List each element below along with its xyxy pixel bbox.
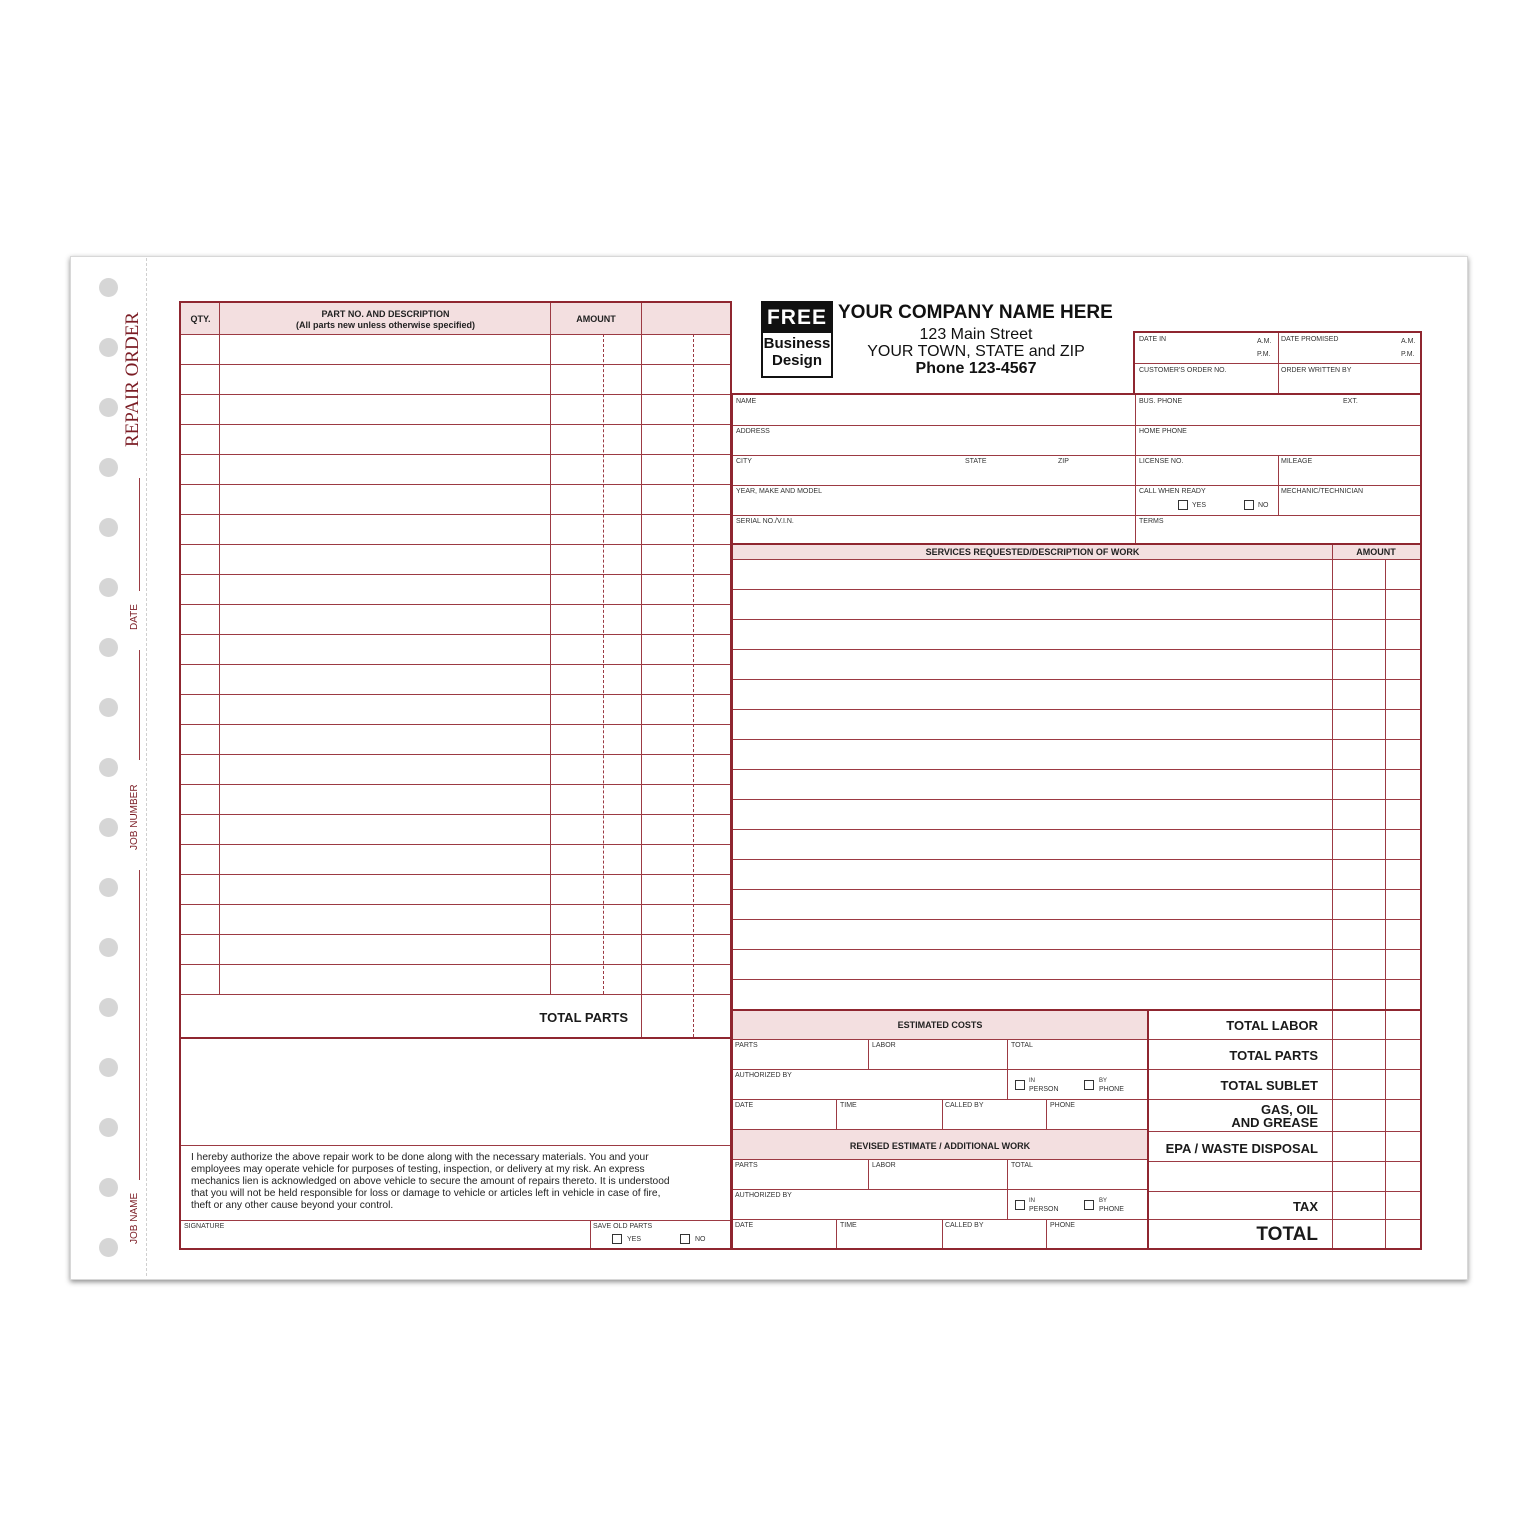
feed-hole [99,1238,118,1257]
parts-row-line [181,604,730,605]
authorization-box: I hereby authorize the above repair work to be done along with the necessary materials. You and your employees may operate vehicle for purposes of testing, inspection, or delivery at my risk. An express mechanics lien is acknowledged on above vehicle to secure the amount of repairs thereto. It is understood that you will not be held responsible for loss or damage to vehicle or articles left in vehicle in case of fire, theft or any other cause beyond your control. SIGNATURE SAVE OLD PARTS YES NO [179,1037,732,1250]
parts-row-line [181,484,730,485]
feed-hole [99,878,118,897]
services-row-line [733,739,1420,740]
bus-phone-label: BUS. PHONE [1139,398,1183,405]
address-label: ADDRESS [736,428,770,435]
date-promised-label: DATE PROMISED [1281,336,1339,343]
feed-hole [99,698,118,717]
parts-row-line [181,514,730,515]
parts-row-line [181,754,730,755]
terms-label: TERMS [1139,518,1164,525]
parts-row-line [181,964,730,965]
company-phone: Phone 123-4567 [915,360,1037,377]
parts-row-line [181,844,730,845]
qty-header: QTY. [190,314,211,324]
signature-label: SIGNATURE [184,1223,225,1230]
services-row-line [733,769,1420,770]
year-make-model-label: YEAR, MAKE AND MODEL [736,488,822,495]
parts-table [179,301,732,1039]
parts-row-line [181,874,730,875]
call-no-checkbox[interactable] [1244,500,1254,510]
feed-hole [99,998,118,1017]
est-in-person-checkbox[interactable] [1015,1080,1025,1090]
feed-hole [99,638,118,657]
license-label: LICENSE NO. [1139,458,1184,465]
date-label: DATE [129,604,140,630]
perforation-line [146,258,147,1276]
logo: FREE Business Design [761,301,833,378]
home-phone-label: HOME PHONE [1139,428,1187,435]
est-by-phone-checkbox[interactable] [1084,1080,1094,1090]
feed-hole [99,1178,118,1197]
authorization-text: I hereby authorize the above repair work to be done along with the necessary materials. You and your employees may operate vehicle for purposes of testing, inspection, or delivery at my risk. An express mechanics lien is acknowledged on above vehicle to secure the amount of repairs thereto. It is understood that you will not be held responsible for loss or damage to vehicle or articles left in vehicle in case of fire, theft or any other cause beyond your control. [191,1152,670,1211]
feed-hole [99,818,118,837]
date-line [139,478,140,591]
services-row-line [733,709,1420,710]
parts-row-line [181,634,730,635]
parts-row-line [181,454,730,455]
gas-oil-grease-label: GAS, OIL AND GREASE [1231,1102,1318,1130]
customer-info-box: NAME ADDRESS CITY STATE ZIP YEAR, MAKE AND MODEL SERIAL NO./V.I.N. BUS. PHONE EXT. HOME PHONE LICENSE NO. MILEAGE CALL WHEN READY YES NO MECHANIC/TECHNICIAN TERMS [731,393,1422,545]
company-name: YOUR COMPANY NAME HERE [838,302,1113,323]
total-parts-label: TOTAL PARTS [539,1010,628,1025]
parts-row-line [181,934,730,935]
parts-row-line [181,814,730,815]
city-label: CITY [736,458,752,465]
services-row-line [733,619,1420,620]
services-table [731,543,1422,1011]
date-in-label: DATE IN [1139,336,1167,343]
grand-total-label: TOTAL [1256,1224,1318,1245]
rev-by-phone-checkbox[interactable] [1084,1200,1094,1210]
feed-hole [99,338,118,357]
feed-hole [99,518,118,537]
feed-hole [99,458,118,477]
form-title: REPAIR ORDER [122,312,143,447]
amount-header: AMOUNT [576,314,616,324]
order-info-box: DATE IN A.M. P.M. DATE PROMISED A.M. P.M. CUSTOMER'S ORDER NO. ORDER WRITTEN BY [1133,331,1422,395]
totals-box [1147,1009,1422,1250]
parts-row-line [181,724,730,725]
parts-row-line [181,904,730,905]
parts-row-line [181,364,730,365]
tax-label: TAX [1292,1199,1318,1214]
feed-hole [99,398,118,417]
save-parts-no-checkbox[interactable] [680,1234,690,1244]
mileage-label: MILEAGE [1281,458,1313,465]
estimated-costs-header: ESTIMATED COSTS [897,1020,983,1030]
parts-row-line [181,574,730,575]
zip-label: ZIP [1058,458,1069,465]
parts-row-line [181,544,730,545]
total-sublet-label: TOTAL SUBLET [1220,1078,1318,1093]
job-name-label: JOB NAME [129,1192,140,1244]
state-label: STATE [965,458,987,465]
services-row-line [733,829,1420,830]
feed-hole [99,758,118,777]
desc-subheader: (All parts new unless otherwise specified) [295,320,476,330]
services-row-line [733,649,1420,650]
company-city: YOUR TOWN, STATE and ZIP [867,343,1085,360]
estimates-box: ESTIMATED COSTS PARTS LABOR TOTAL AUTHORIZED BY IN PERSON BY PHONE DATE TIME CALLED BY PHONE REVISED ESTIMATE / ADDITIONAL WORK PARTS LABOR TOTAL AUTHORIZED BY IN PERSON BY PHONE DATE TIME CALLED BY PHONE [731,1009,1149,1250]
feed-hole [99,938,118,957]
services-header: SERVICES REQUESTED/DESCRIPTION OF WORK [925,547,1140,557]
job-number-label: JOB NUMBER [129,784,140,850]
company-street: 123 Main Street [919,326,1033,343]
parts-row-line [181,694,730,695]
revised-estimate-header: REVISED ESTIMATE / ADDITIONAL WORK [849,1141,1031,1151]
services-amount-header: AMOUNT [1356,547,1396,557]
feed-hole [99,578,118,597]
job-number-line [139,650,140,760]
services-row-line [733,589,1420,590]
total-labor-label: TOTAL LABOR [1226,1018,1318,1033]
order-written-by-label: ORDER WRITTEN BY [1281,367,1352,374]
parts-row-line [181,424,730,425]
call-when-ready-label: CALL WHEN READY [1139,488,1206,495]
parts-row-line [181,994,730,995]
feed-hole [99,278,118,297]
call-yes-checkbox[interactable] [1178,500,1188,510]
services-row-line [733,919,1420,920]
desc-header: PART NO. AND DESCRIPTION [321,309,450,319]
total-parts-summary-label: TOTAL PARTS [1229,1048,1318,1063]
services-row-line [733,859,1420,860]
epa-label: EPA / WASTE DISPOSAL [1165,1141,1318,1156]
feed-hole [99,1118,118,1137]
save-parts-yes-checkbox[interactable] [612,1234,622,1244]
services-row-line [733,979,1420,980]
name-label: NAME [736,398,757,405]
rev-in-person-checkbox[interactable] [1015,1200,1025,1210]
save-old-parts-label: SAVE OLD PARTS [593,1223,653,1230]
mechanic-label: MECHANIC/TECHNICIAN [1281,488,1364,495]
services-row-line [733,799,1420,800]
job-name-line [139,870,140,1180]
serial-label: SERIAL NO./V.I.N. [736,518,794,525]
services-row-line [733,889,1420,890]
parts-row-line [181,784,730,785]
services-row-line [733,679,1420,680]
services-row-line [733,949,1420,950]
customer-order-no-label: CUSTOMER'S ORDER NO. [1139,367,1227,374]
parts-row-line [181,394,730,395]
parts-row-line [181,664,730,665]
feed-hole [99,1058,118,1077]
